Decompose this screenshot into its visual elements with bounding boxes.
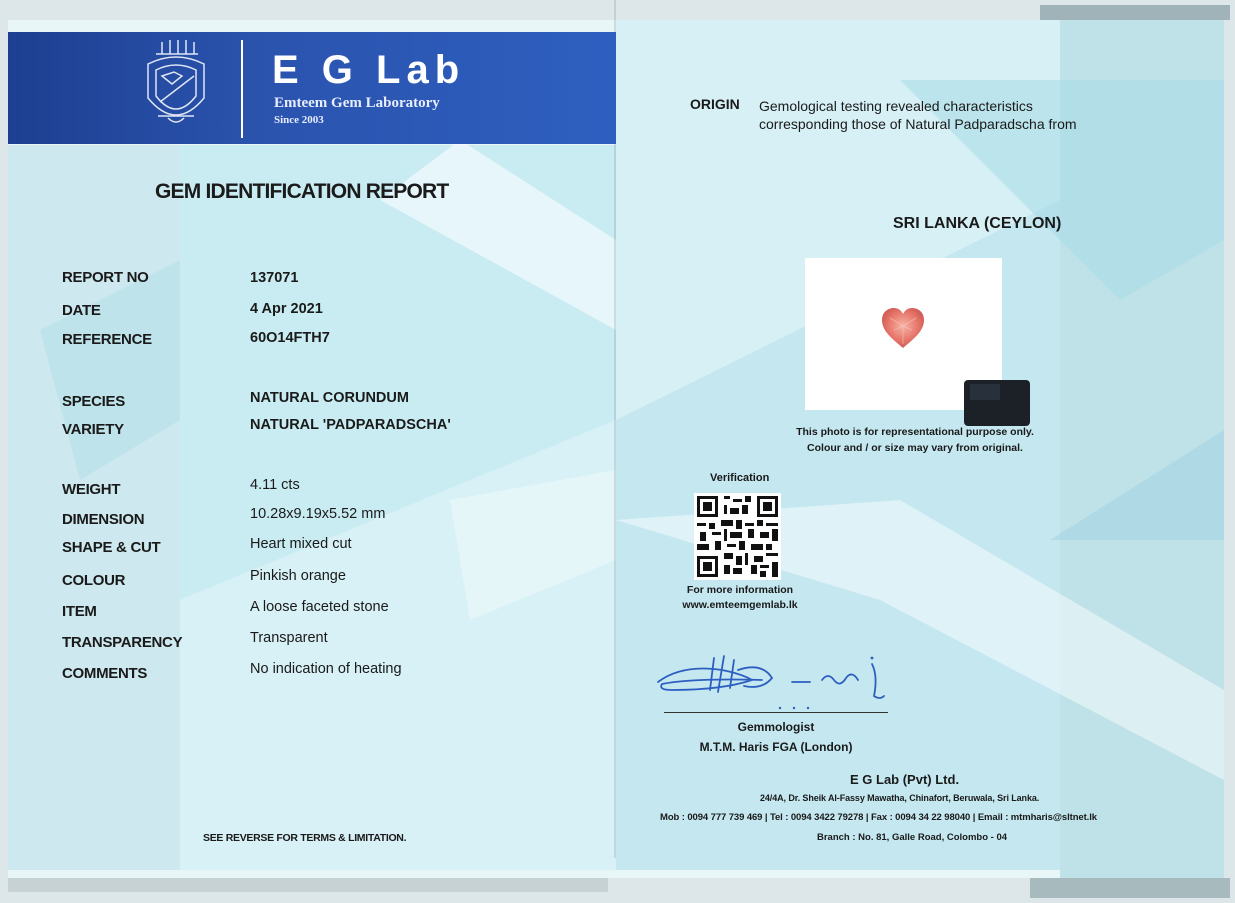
origin-line-1: Gemological testing revealed characteristics <box>759 98 1033 114</box>
terms-notice: SEE REVERSE FOR TERMS & LIMITATION. <box>203 832 407 844</box>
field-value-variety: NATURAL 'PADPARADSCHA' <box>250 417 451 433</box>
field-value-dimension: 10.28x9.19x5.52 mm <box>250 506 386 522</box>
field-label-item: ITEM <box>62 603 97 620</box>
field-value-weight: 4.11 cts <box>250 477 300 493</box>
verification-label: Verification <box>710 472 770 484</box>
gemmologist-signature <box>652 650 892 714</box>
gemmologist-title: Gemmologist <box>737 720 815 734</box>
field-label-variety: VARIETY <box>62 421 124 438</box>
qr-code[interactable] <box>694 493 781 580</box>
origin-statement <box>759 97 1077 133</box>
photo-disclaimer-line-1: This photo is for representational purpose only. <box>796 426 1034 438</box>
company-contact: Mob : 0094 777 739 469 | Tel : 0094 3422 79278 | Fax : 0094 34 22 98040 | Email : mtmharis@sltnet.lk <box>660 812 1097 823</box>
photo-disclaimer-line-2: Colour and / or size may vary from original. <box>807 442 1023 454</box>
verification-url[interactable]: www.emteemgemlab.lk <box>682 599 798 611</box>
heart-gem-image <box>880 306 926 350</box>
origin-label: ORIGIN <box>690 96 740 112</box>
field-label-report-no: REPORT NO <box>62 269 149 286</box>
brand-since: Since 2003 <box>274 114 324 126</box>
company-name: E G Lab (Pvt) Ltd. <box>850 772 960 787</box>
origin-country: SRI LANKA (CEYLON) <box>893 215 1062 232</box>
field-label-reference: REFERENCE <box>62 331 152 348</box>
field-label-colour: COLOUR <box>62 572 126 589</box>
company-address: 24/4A, Dr. Sheik Al-Fassy Mawatha, Chinafort, Beruwala, Sri Lanka. <box>760 793 1040 803</box>
field-label-weight: WEIGHT <box>62 481 121 498</box>
brand-name: E G Lab <box>272 48 466 92</box>
field-value-date: 4 Apr 2021 <box>250 301 323 317</box>
verification-info <box>670 583 810 613</box>
verification-more-info: For more information <box>686 584 794 596</box>
field-value-report-no: 137071 <box>250 270 299 286</box>
company-branch: Branch : No. 81, Galle Road, Colombo - 04 <box>817 832 1008 843</box>
field-value-shape-cut: Heart mixed cut <box>250 536 352 552</box>
field-label-species: SPECIES <box>62 393 125 410</box>
field-value-reference: 60O14FTH7 <box>250 330 330 346</box>
security-hologram <box>962 378 1032 428</box>
field-value-colour: Pinkish orange <box>250 568 346 584</box>
header-divider <box>241 40 243 138</box>
field-value-item: A loose faceted stone <box>250 599 389 615</box>
lab-crest-logo <box>138 36 214 136</box>
field-label-date: DATE <box>62 302 101 319</box>
brand-subtitle: Emteem Gem Laboratory <box>274 95 440 111</box>
gemmologist-name: M.T.M. Haris FGA (London) <box>699 740 853 754</box>
origin-line-2: corresponding those of Natural Padparadscha from <box>759 116 1077 132</box>
field-label-shape-cut: SHAPE & CUT <box>62 539 161 556</box>
field-label-comments: COMMENTS <box>62 665 148 682</box>
report-title: GEM IDENTIFICATION REPORT <box>155 180 449 203</box>
signature-line <box>664 712 888 713</box>
photo-disclaimer <box>770 424 1060 456</box>
field-label-transparency: TRANSPARENCY <box>62 634 183 651</box>
field-value-species: NATURAL CORUNDUM <box>250 390 409 406</box>
field-label-dimension: DIMENSION <box>62 511 145 528</box>
field-value-comments: No indication of heating <box>250 661 402 677</box>
field-value-transparency: Transparent <box>250 630 328 646</box>
